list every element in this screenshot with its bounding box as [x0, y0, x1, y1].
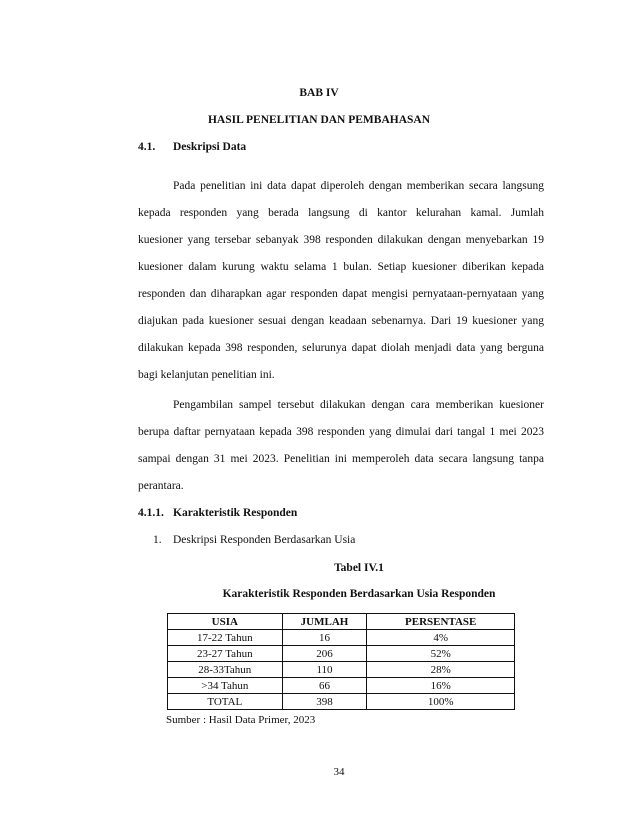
- table-cell: >34 Tahun: [168, 678, 283, 694]
- chapter-heading: BAB IV: [299, 87, 339, 99]
- list-item-number: 1.: [153, 534, 162, 546]
- table-title: Karakteristik Responden Berdasarkan Usia Responden: [222, 588, 496, 600]
- table-cell: 16: [282, 630, 367, 646]
- paragraph2-line: berupa daftar pernyataan kepada 398 responden yang dimulai dari tangal 1 mei 2023: [138, 426, 544, 438]
- table-row-total: [168, 694, 515, 710]
- table-header: JUMLAH: [282, 614, 367, 630]
- table-cell: 4%: [367, 630, 515, 646]
- paragraph1-line: responden dan diharapkan agar responden dapat mengisi pernyataan-pernyataan yang: [138, 288, 544, 300]
- table-row: [168, 646, 515, 662]
- section-number: 4.1.: [138, 141, 156, 153]
- table-cell: 16%: [367, 678, 515, 694]
- paragraph1-line: dilakukan kepada 398 responden, selurunya dapat diolah menjadi data yang berguna: [138, 342, 544, 354]
- table-row: [168, 662, 515, 678]
- paragraph1-line: kuesioner dalam kurung waktu selama 1 bulan. Setiap kuesioner diberikan kepada: [138, 261, 544, 273]
- table-header: USIA: [168, 614, 283, 630]
- page-number: 34: [333, 766, 345, 778]
- table-cell: 66: [282, 678, 367, 694]
- paragraph1-line: Pada penelitian ini data dapat diperoleh dengan memberikan secara langsung: [173, 180, 544, 192]
- table-source: Sumber : Hasil Data Primer, 2023: [166, 714, 316, 726]
- table-cell: 28%: [367, 662, 515, 678]
- paragraph2-line: Pengambilan sampel tersebut dilakukan dengan cara memberikan kuesioner: [173, 399, 544, 411]
- table-header: PERSENTASE: [367, 614, 515, 630]
- paragraph1-line: bagi kelanjutan penelitian ini.: [138, 369, 275, 381]
- table-cell: 28-33Tahun: [168, 662, 283, 678]
- section-title: Deskripsi Data: [173, 141, 247, 153]
- table-cell: 100%: [367, 694, 515, 710]
- table-row: [168, 678, 515, 694]
- table-cell: TOTAL: [168, 694, 283, 710]
- age-table: [167, 613, 515, 710]
- subsection-number: 4.1.1.: [138, 507, 164, 519]
- table-cell: 110: [282, 662, 367, 678]
- table-cell: 52%: [367, 646, 515, 662]
- table-cell: 17-22 Tahun: [168, 630, 283, 646]
- paragraph1-line: kepada responden yang berada langsung di kantor kelurahan kamal. Jumlah: [138, 207, 544, 219]
- table-cell: 398: [282, 694, 367, 710]
- subsection-title: Karakteristik Responden: [173, 507, 298, 519]
- paragraph1-line: diajukan pada kuesioner sesuai dengan keadaan sebenarnya. Dari 19 kuesioner yang: [138, 315, 544, 327]
- paragraph2-line: perantara.: [138, 480, 184, 492]
- chapter-title: HASIL PENELITIAN DAN PEMBAHASAN: [207, 114, 431, 126]
- table-header-row: [168, 614, 515, 630]
- list-item-text: Deskripsi Responden Berdasarkan Usia: [173, 534, 356, 546]
- paragraph1-line: kuesioner yang tersebar sebanyak 398 responden dilakukan dengan menyebarkan 19: [138, 234, 544, 246]
- table-label: Tabel IV.1: [334, 562, 384, 574]
- table-cell: 206: [282, 646, 367, 662]
- table-row: [168, 630, 515, 646]
- paragraph2-line: sampai dengan 31 mei 2023. Penelitian ini memperoleh data secara langsung tanpa: [138, 453, 544, 465]
- table-cell: 23-27 Tahun: [168, 646, 283, 662]
